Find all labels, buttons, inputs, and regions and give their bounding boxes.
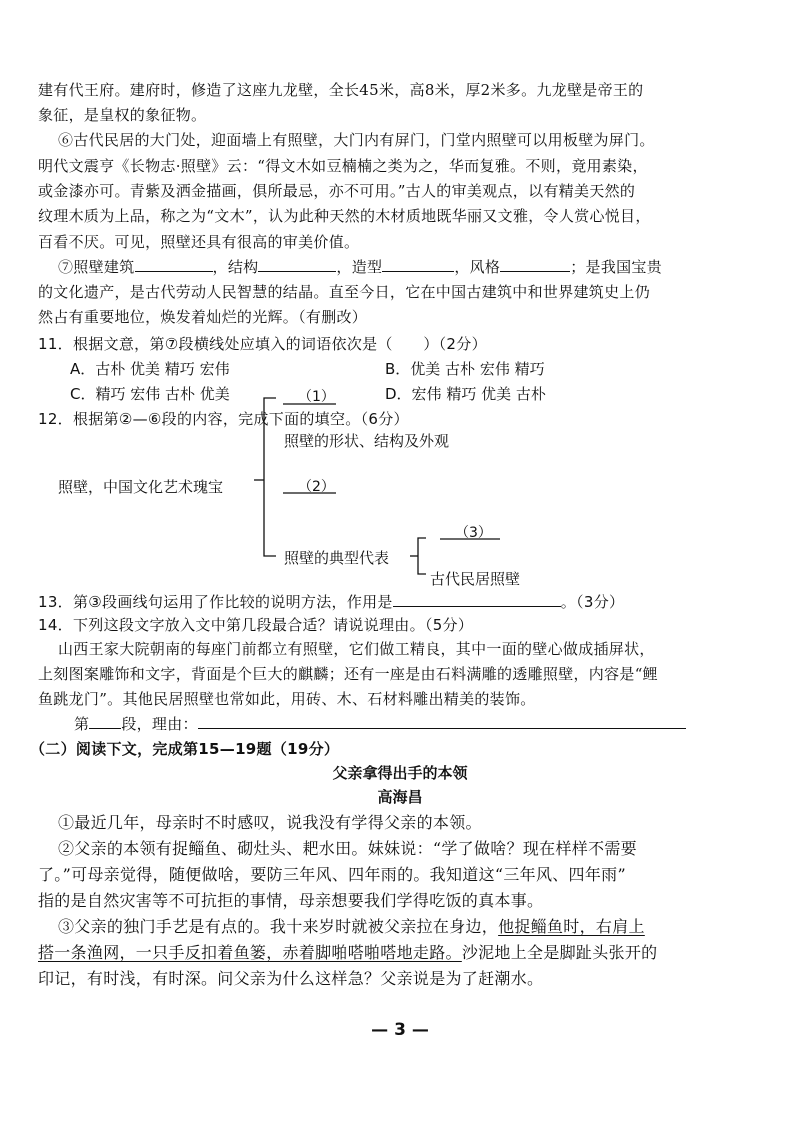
blank-2-label[interactable]: （2） bbox=[298, 479, 335, 495]
paragraph-7-line bbox=[58, 256, 662, 277]
paragraph-6-line: 纹理木质为上品，称之为“文木”，认为此种天然的木材质地既华丽又文雅，令人赏心悦目， bbox=[38, 207, 651, 225]
question-13-stem bbox=[38, 591, 624, 612]
diagram-branch-shape: 照壁的形状、结构及外观 bbox=[284, 432, 450, 450]
paragraph-6-line: 明代文震亨《长物志·照壁》云：“得文木如豆楠楠之类为之，华而复雅。不则，竟用素染， bbox=[38, 157, 648, 175]
paragraph-6-line: 百看不厌。可见，照壁还具有很高的审美价值。 bbox=[38, 233, 360, 251]
blank-1-label[interactable]: （1） bbox=[298, 389, 335, 405]
q11-option-b[interactable]: B．优美 古朴 宏伟 精巧 bbox=[385, 360, 545, 378]
q14-text: 段，理由： bbox=[121, 715, 198, 733]
article-title: 父亲拿得出手的本领 bbox=[332, 764, 468, 782]
paragraph-6-line: 或金漆亦可。青紫及洒金描画，俱所最忌，亦不可用。”古人的审美观点，以有精美天然的 bbox=[38, 182, 636, 200]
q14-quote-line: 鱼跳龙门”。其他民居照壁也常如此，用砖、木、石材料雕出精美的装饰。 bbox=[38, 690, 536, 708]
p3-underlined-text: 他捉鲻鱼时，右肩上 bbox=[498, 917, 645, 936]
article-paragraph-3-line bbox=[38, 940, 657, 963]
page-number: — 3 — bbox=[371, 1020, 429, 1040]
q14-quote-line: 上刻图案雕饰和文字，背面是个巨大的麒麟；还有一座是由石料满雕的透雕照壁，内容是“鲤 bbox=[38, 665, 658, 683]
p3-underlined-text: 搭一条渔网，一只手反扣着鱼篓，赤着脚啪嗒啪嗒地走路。 bbox=[38, 943, 462, 962]
p7-text: ；是我国宝贵 bbox=[570, 258, 663, 276]
article-paragraph-1: ①最近几年，母亲时不时感叹，说我没有学得父亲的本领。 bbox=[58, 813, 482, 832]
q11-option-c[interactable]: C．精巧 宏伟 古朴 优美 bbox=[70, 385, 230, 403]
q11-option-a[interactable]: A．古朴 优美 精巧 宏伟 bbox=[70, 360, 230, 378]
p3-text: ③父亲的独门手艺是有点的。我十来岁时就被父亲拉在身边， bbox=[58, 917, 499, 936]
p7-text: ，造型 bbox=[336, 258, 383, 276]
diagram-root: 照壁，中国文化艺术瑰宝 bbox=[58, 478, 224, 496]
question-14-stem: 14．下列这段文字放入文中第几段最合适？请说说理由。（5分） bbox=[38, 616, 474, 634]
blank-3-label[interactable]: （3） bbox=[455, 525, 492, 541]
answer-blank[interactable] bbox=[135, 257, 213, 272]
q14-quote-line: 山西王家大院朝南的每座门前都立有照壁，它们做工精良，其中一面的壁心做成插屏状， bbox=[58, 640, 655, 658]
answer-blank[interactable] bbox=[198, 714, 686, 729]
passage-line: 象征，是皇权的象征物。 bbox=[38, 106, 207, 124]
q13-text: 。（3分） bbox=[560, 593, 625, 611]
question-11-stem: 11．根据文意，第⑦段横线处应填入的词语依次是（ ）（2分） bbox=[38, 335, 487, 353]
passage-line: 建有代王府。建府时，修造了这座九龙壁，全长45米，高8米，厚2米多。九龙壁是帝王的 bbox=[38, 81, 644, 99]
p7-text: ，结构 bbox=[212, 258, 259, 276]
diagram-branch-examples: 照壁的典型代表 bbox=[284, 549, 390, 567]
article-paragraph-3-line bbox=[58, 914, 645, 937]
question-12-stem: 12．根据第②—⑥段的内容，完成下面的填空。（6分） bbox=[38, 410, 409, 428]
article-paragraph-3-line: 印记，有时浅，有时深。问父亲为什么这样急？父亲说是为了赶潮水。 bbox=[38, 969, 544, 988]
article-paragraph-2-line: ②父亲的本领有捉鲻鱼、砌灶头、耙水田。妹妹说：“学了做啥？现在样样不需要 bbox=[58, 839, 637, 858]
article-paragraph-2-line: 了。”可母亲觉得，随便做啥，要防三年风、四年雨的。我知道这“三年风、四年雨” bbox=[38, 865, 626, 884]
section-2-heading: （二）阅读下文，完成第15—19题（19分） bbox=[30, 740, 340, 758]
paragraph-7-line: 的文化遗产，是古代劳动人民智慧的结晶。直至今日，它在中国古建筑中和世界建筑史上仍 bbox=[38, 283, 651, 301]
answer-blank[interactable] bbox=[500, 257, 570, 272]
answer-blank[interactable] bbox=[89, 714, 121, 729]
answer-blank[interactable] bbox=[393, 592, 561, 607]
answer-blank[interactable] bbox=[382, 257, 454, 272]
answer-blank[interactable] bbox=[258, 257, 336, 272]
diagram-sub-residence: 古代民居照壁 bbox=[430, 570, 521, 588]
q11-option-d[interactable]: D．宏伟 精巧 优美 古朴 bbox=[385, 385, 546, 403]
paragraph-7-line: 然占有重要地位，焕发着灿烂的光辉。（有删改） bbox=[38, 308, 368, 326]
p7-text: ⑦照壁建筑 bbox=[58, 258, 135, 276]
article-author: 高海昌 bbox=[377, 788, 423, 806]
p7-text: ，风格 bbox=[454, 258, 501, 276]
q14-answer-line bbox=[74, 713, 686, 734]
article-paragraph-2-line: 指的是自然灾害等不可抗拒的事情，母亲想要我们学得吃饭的真本事。 bbox=[38, 891, 544, 910]
paragraph-6-line: ⑥古代民居的大门处，迎面墙上有照壁，大门内有屏门，门堂内照壁可以用板壁为屏门。 bbox=[58, 131, 655, 149]
p3-text: 沙泥地上全是脚趾头张开的 bbox=[461, 943, 658, 962]
q14-text: 第 bbox=[74, 715, 90, 733]
q13-text: 13．第③段画线句运用了作比较的说明方法，作用是 bbox=[38, 593, 393, 611]
